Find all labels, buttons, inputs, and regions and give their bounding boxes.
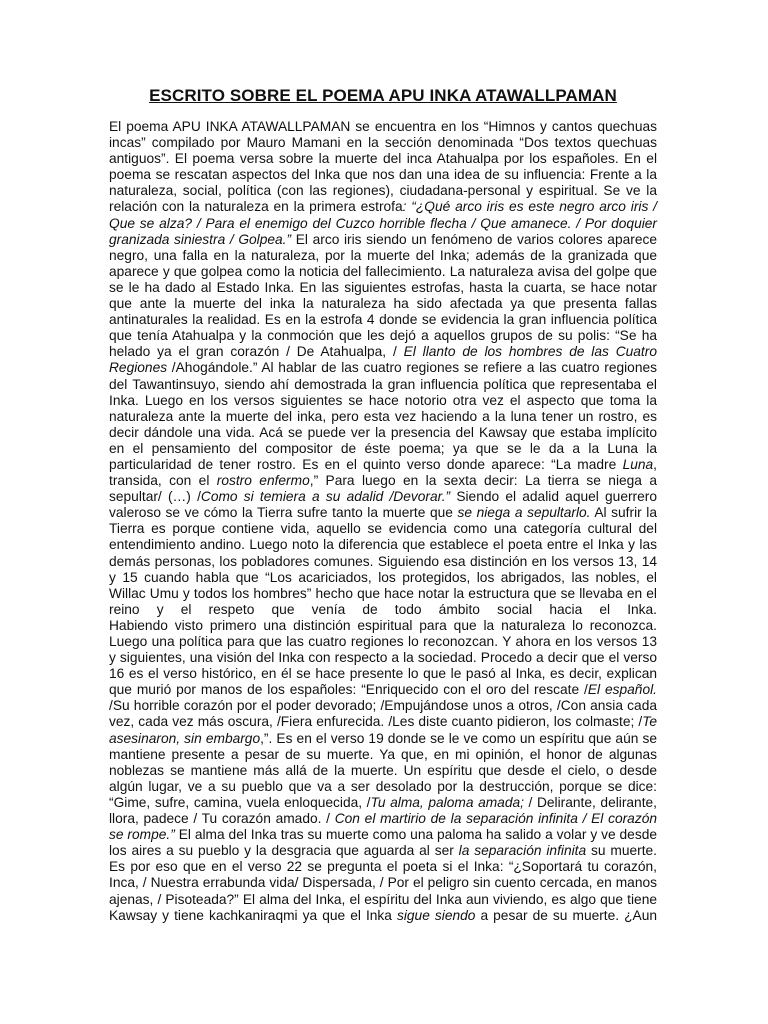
italic-quote-segment: : “¿Qué arco iris es este negro arco iris / Que se alza? / Para el enemigo del Cuzco horrible flecha / Que amanece. / Por doquier granizada siniestra / Golpea.” [109,199,657,247]
text-segment: ,”. Es en el verso 19 donde se le ve como un espíritu que aún se mantiene presente a pesar de su muerte. Ya que, en mi opinión, el honor de algunas noblezas se mantiene más allá de la muerte. Un espíritu que desde el cielo, o desde algún lugar, ve a su pueblo que va a ser desolado por la destrucción, porque se dice: “Gime, sufre, camina, vuela enloquecida, / [109,730,657,810]
paragraph-2 [109,618,657,924]
text-segment: , transida, con el [109,456,657,489]
italic-quote-segment: Como si temiera a su adalid /Devorar.” [200,489,451,505]
text-segment: /Su horrible corazón por el poder devorado; /Empujándose unos a otros, /Con ansia cada vez, cada vez más oscura, /Fiera enfurecida. /Les diste cuanto pidieron, los colmaste; / [109,698,657,730]
italic-quote-segment: Con el martirio de la separación infinita / El corazón se rompe.” [109,811,657,843]
text-segment: ,” Para luego en la sexta decir: La tierra se niega a sepultar/ (…) / [109,473,657,505]
italic-quote-segment: El llanto de los hombres de las Cuatro Regiones [109,344,657,376]
text-segment: a pesar de su muerte. ¿Aun [475,907,658,923]
text-segment: El arco iris siendo un fenómeno de varios colores aparece negro, una falla en la naturaleza, por la muerte del Inka; además de la granizada que aparece y que golpea como la noticia del fallecimiento. La naturaleza avisa del golpe que se le ha dado al Estado Inka. En las siguientes estrofas, hasta la cuarta, se hace notar que ante la muerte del inka la naturaleza ha sido afectada ya que presenta fallas antinaturales la realidad. Es en la estrofa 4 donde se evidencia la gran influencia política que tenía Atahualpa y la conmoción que les dejó a aquellos grupos de su polis: “Se ha helado ya el gran corazón / De Atahualpa, / [109,231,657,360]
text-segment: El alma del Inka tras su muerte como una paloma ha salido a volar y ve desde los aires a su pueblo y la desgracia que aguarda al ser [109,827,657,859]
document-body [109,119,657,924]
text-segment: El poema APU INKA ATAWALLPAMAN se encuentra en los “Himnos y cantos quechuas incas” compilado por Mauro Mamani en la sección denominada “Dos textos quechuas antiguos”. El poema versa sobre la muerte del inca Atahualpa por los españoles. En el poema se rescatan aspectos del Inka que nos dan una idea de su influencia: Frente a la naturaleza, social, política (con las regiones), ciudadana-personal y espiritual. Se ve la relación con la naturaleza en la primera estrofa [109,119,657,215]
text-segment: Siendo el adalid aquel guerrero valeroso se ve cómo la Tierra sufre tanto la muerte que [109,489,657,521]
italic-quote-segment: Tu alma, paloma amada; [370,794,524,810]
text-segment: su muerte. Es por eso que en el verso 22 se pregunta el poeta si el Inka: “¿Soportará tu corazón, Inca, / Nuestra errabunda vida/ Dispersada, / Por el peligro sin cuento cercada, en manos ajenas, / Pisoteada?” El alma del Inka, el espíritu del Inka aun viviendo, es algo que tiene Kawsay y tiene kachkaniraqmi ya que el Inka [109,843,657,923]
document-title: ESCRITO SOBRE EL POEMA APU INKA ATAWALLPAMAN [149,86,617,105]
text-segment: /Ahogándole.” Al hablar de las cuatro regiones se refiere a las cuatro regiones del Tawantinsuyo, siendo ahí demostrada la gran influencia política que representaba el Inka. Luego en los versos siguientes se hace notorio otra vez el aspecto que toma la naturaleza ante la muerte del inka, pero esta vez haciendo a la luna tener un rostro, es decir dándole una vida. Acá se puede ver la presencia del Kawsay que estaba implícito en el pensamiento del compositor de éste poema; ya que se le da a la Luna la particularidad de tener rostro. Es en el quinto verso donde aparece: “La madre [109,360,657,472]
italic-quote-segment: Luna [622,456,654,472]
italic-quote-segment: El español. [587,682,657,698]
italic-quote-segment: Te asesinaron, sin embargo [109,714,657,746]
italic-quote-segment: la separación infinita [458,843,587,859]
text-segment: Habiendo visto primero una distinción espiritual para que la naturaleza lo reconozca. Luego una política para que las cuatro regiones lo reconozcan. Y ahora en los versos 13 y siguientes, una visión del Inka con respecto a la sociedad. Procedo a decir que el verso 16 es el verso histórico, en él se hace presente lo que le pasó al Inka, es decir, explican que murió por manos de los españoles: “Enriquecido con el oro del rescate / [109,617,657,698]
text-segment: Al sufrir la Tierra es porque contiene vida, aquello se evidencia como una categoría cultural del entendimiento andino. Luego noto la diferencia que establece el poeta entre el Inka y las demás personas, los pobladores comunes. Siguiendo esa distinción en los versos 13, 14 y 15 cuando habla que “Los acariciados, los protegidos, los abrigados, las nobles, el Willac Umu y todos los hombres” hecho que hace notar la estructura que se llevaba en el reino y el respeto que venía de todo ámbito social hacia el Inka. [109,505,657,617]
italic-quote-segment: rostro enfermo [216,473,310,489]
text-segment: / Delirante, delirante, llora, padece / Tu corazón amado. / [109,794,657,827]
paragraph-1 [109,119,657,618]
italic-quote-segment: se niega a sepultarlo. [457,505,591,521]
italic-quote-segment: sigue siendo [396,907,476,923]
